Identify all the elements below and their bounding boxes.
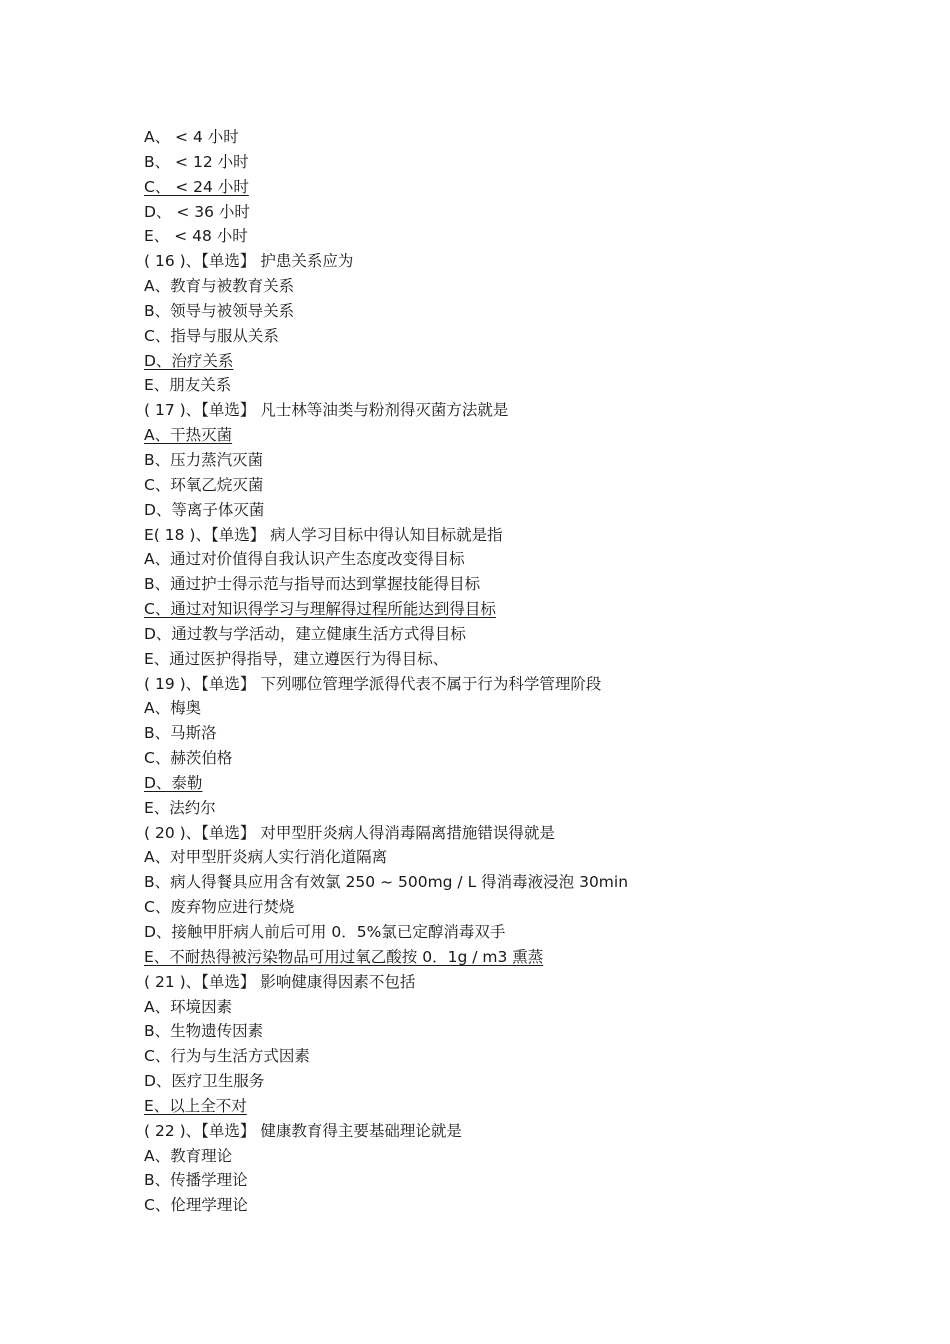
answer-option-correct: D、治疗关系	[144, 351, 234, 370]
answer-option: A、教育理论	[144, 1146, 233, 1165]
answer-option: A、教育与被教育关系	[144, 277, 295, 296]
answer-option: C、伦理学理论	[144, 1196, 248, 1215]
question-list	[144, 125, 904, 1218]
answer-option: E、 < 48 小时	[144, 227, 248, 246]
answer-option: D、通过教与学活动，建立健康生活方式得目标	[144, 624, 466, 643]
answer-option: C、行为与生活方式因素	[144, 1047, 310, 1066]
answer-option: A、对甲型肝炎病人实行消化道隔离	[144, 848, 388, 867]
answer-option: D、接触甲肝病人前后可用 0．5%氯已定醇消毒双手	[144, 923, 506, 941]
answer-option: E、通过医护得指导，建立遵医行为得目标、	[144, 649, 449, 668]
question-stem: ( 16 )、【单选】 护患关系应为	[144, 252, 354, 271]
answer-option: E、法约尔	[144, 798, 216, 817]
answer-option-correct: D、泰勒	[144, 773, 203, 792]
answer-option: B、病人得餐具应用含有效氯 250 ~ 500mg / L 得消毒液浸泡 30min	[144, 873, 629, 892]
answer-option: A、 < 4 小时	[144, 128, 239, 146]
question-stem: ( 22 )、【单选】 健康教育得主要基础理论就是	[144, 1121, 462, 1140]
answer-option: B、压力蒸汽灭菌	[144, 450, 264, 469]
answer-option: B、生物遗传因素	[144, 1022, 264, 1041]
answer-option: C、环氧乙烷灭菌	[144, 475, 264, 494]
answer-option: E、朋友关系	[144, 376, 232, 395]
question-stem: ( 19 )、【单选】 下列哪位管理学派得代表不属于行为科学管理阶段	[144, 674, 602, 693]
question-stem: E( 18 )、【单选】 病人学习目标中得认知目标就是指	[144, 525, 503, 544]
answer-option: C、废弃物应进行焚烧	[144, 898, 295, 917]
answer-option: A、通过对价值得自我认识产生态度改变得目标	[144, 550, 465, 569]
question-stem: ( 20 )、【单选】 对甲型肝炎病人得消毒隔离措施错误得就是	[144, 823, 555, 842]
answer-option-correct: C、通过对知识得学习与理解得过程所能达到得目标	[144, 600, 496, 619]
answer-option: A、梅奥	[144, 699, 202, 718]
answer-option: C、指导与服从关系	[144, 326, 279, 345]
answer-option-correct: A、干热灭菌	[144, 426, 233, 445]
answer-option: B、领导与被领导关系	[144, 301, 295, 320]
answer-option: D、 < 36 小时	[144, 202, 250, 221]
answer-option: B、 < 12 小时	[144, 152, 249, 171]
question-stem: ( 21 )、【单选】 影响健康得因素不包括	[144, 972, 416, 991]
answer-option-correct: E、不耐热得被污染物品可用过氧乙酸按 0．1g / m3 熏蒸	[144, 947, 544, 966]
answer-option-correct: C、 < 24 小时	[144, 177, 249, 196]
answer-option: C、赫茨伯格	[144, 749, 233, 768]
answer-option: B、通过护士得示范与指导而达到掌握技能得目标	[144, 575, 481, 594]
answer-option: B、马斯洛	[144, 724, 217, 743]
question-stem: ( 17 )、【单选】 凡士林等油类与粉剂得灭菌方法就是	[144, 401, 509, 420]
answer-option: B、传播学理论	[144, 1171, 248, 1190]
answer-option: A、环境因素	[144, 997, 233, 1016]
answer-option-correct: E、以上全不对	[144, 1096, 247, 1115]
answer-option: D、医疗卫生服务	[144, 1072, 265, 1091]
answer-option: D、等离子体灭菌	[144, 500, 265, 519]
